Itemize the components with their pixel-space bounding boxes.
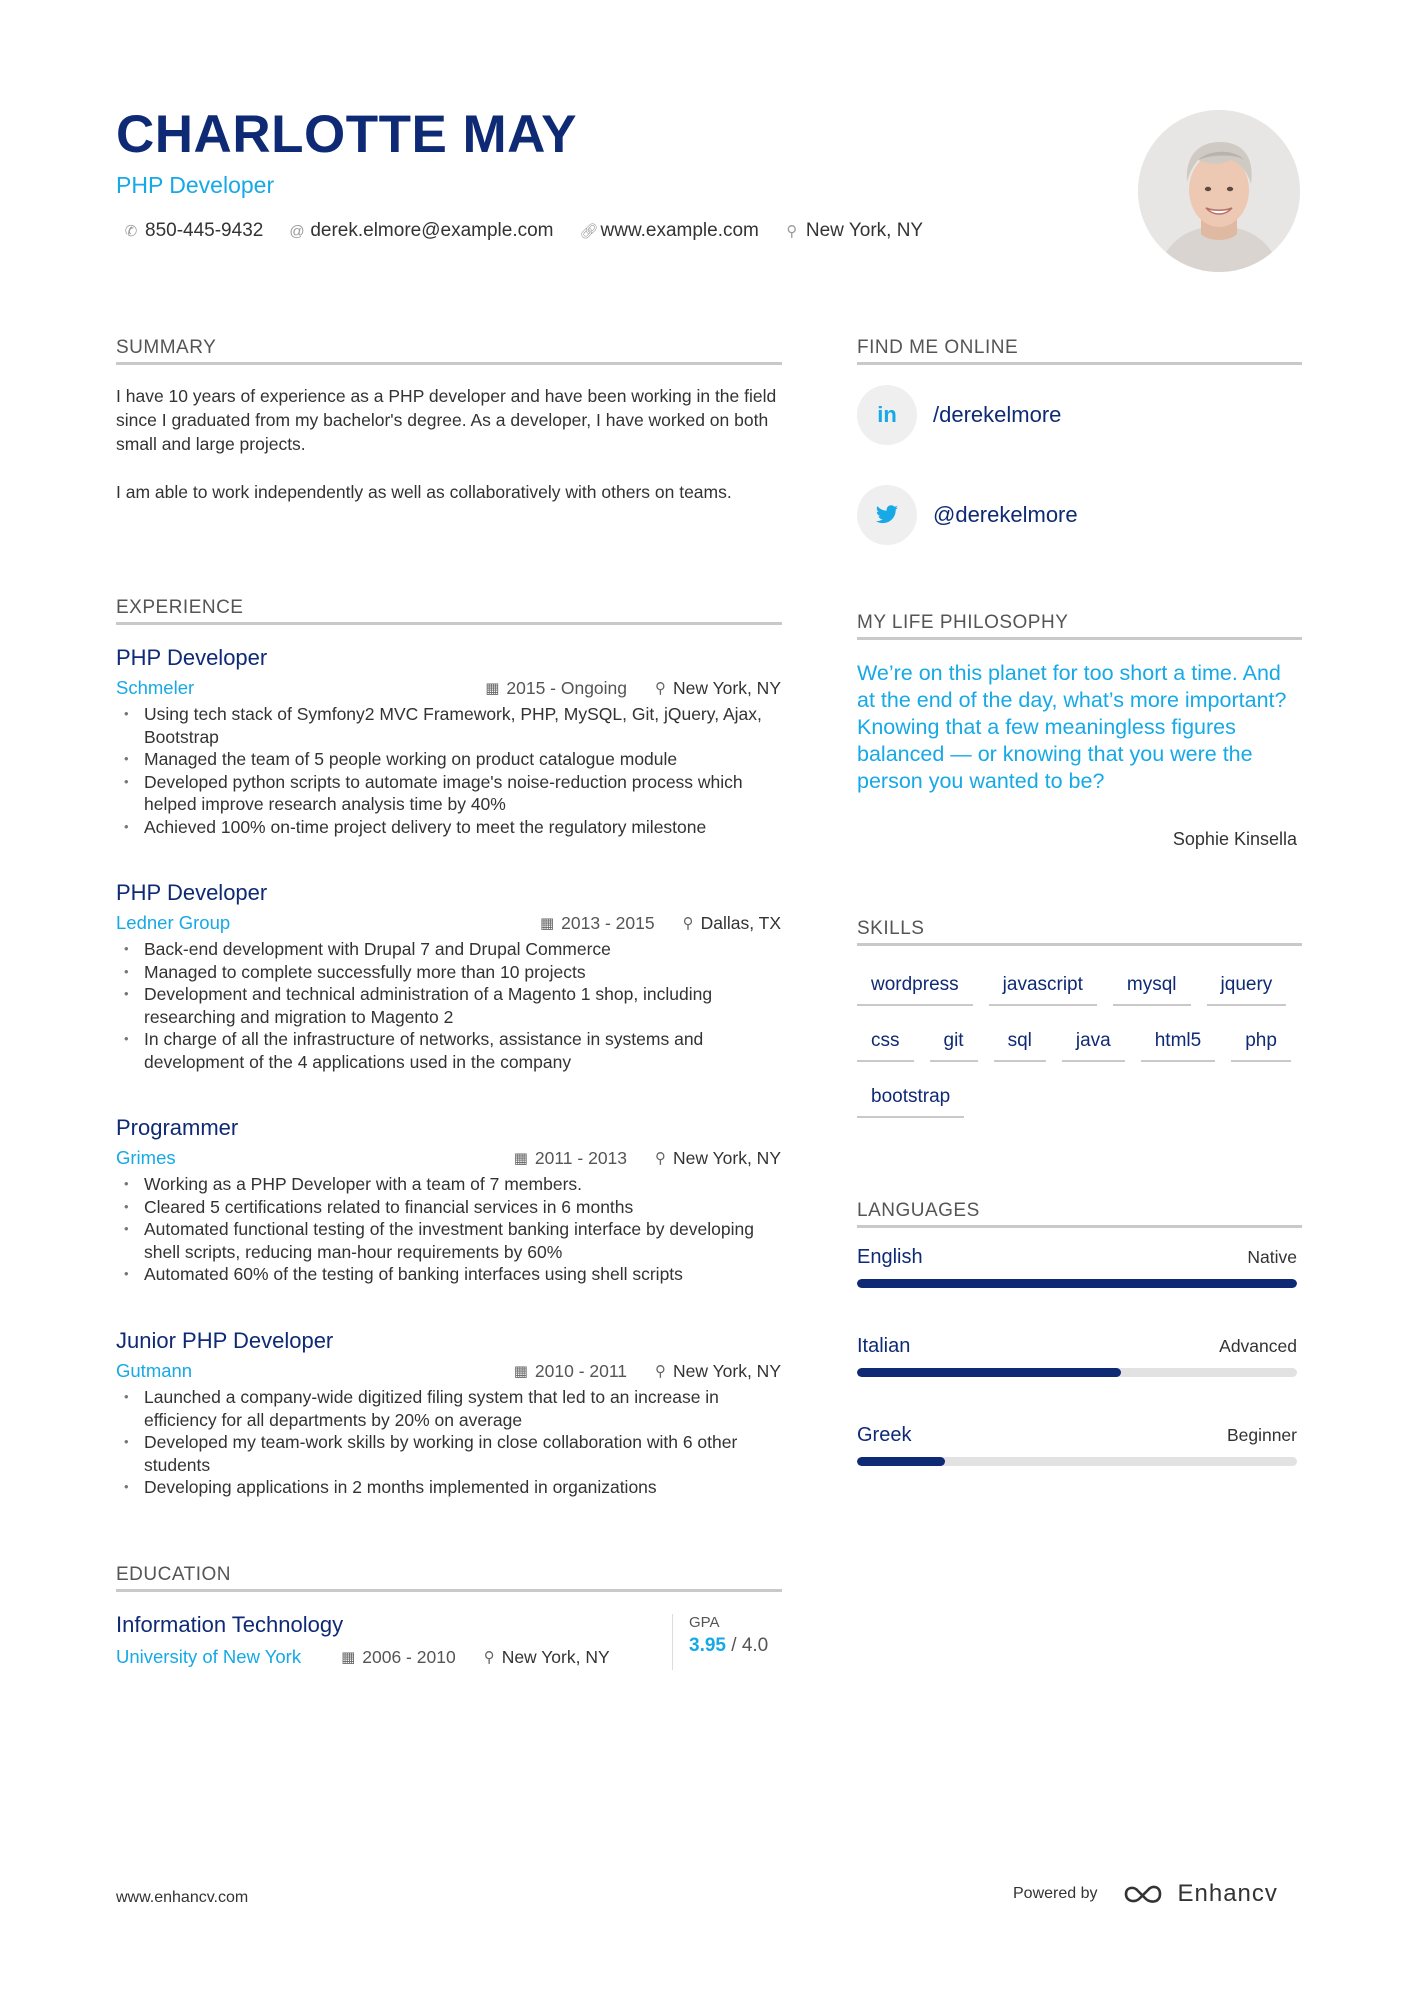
enhancv-logo-icon <box>1122 1882 1168 1906</box>
philosophy-quote: We’re on this planet for too short a time. And at the end of the day, what’s more important? Knowing that a few meaningless figures balanced — or knowing that you were the person you wanted to be? <box>857 661 1287 793</box>
email-text: derek.elmore@example.com <box>310 220 554 241</box>
education-heading: EDUCATION <box>116 1564 231 1585</box>
language-level: Beginner <box>1226 1425 1297 1445</box>
list-item: • Achieved 100% on-time project delivery to meet the regulatory milestone <box>116 816 781 839</box>
avatar <box>1138 110 1300 272</box>
quote-author: Sophie Kinsella <box>1172 829 1297 849</box>
language-proficiency-fill <box>857 1457 945 1466</box>
list-item: • Using tech stack of Symfony2 MVC Framework, PHP, MySQL, Git, jQuery, Ajax, Bootstrap <box>116 703 781 748</box>
location-text: New York, NY <box>805 220 924 241</box>
language-proficiency-bar <box>857 1279 1297 1288</box>
experience-entry <box>116 645 781 838</box>
job-title: PHP Developer <box>116 880 268 905</box>
phone-text: 850-445-9432 <box>145 220 264 241</box>
skill-tag: css <box>857 1026 914 1062</box>
list-item: • In charge of all the infrastructure of networks, assistance in systems and development of the 4 applications used in the company <box>116 1028 781 1073</box>
job-dates: 2010 - 2011 <box>534 1360 628 1381</box>
brand-logo[interactable] <box>1122 1880 1278 1908</box>
list-item: • Development and technical administration of a Magento 1 shop, including researching and migration to Magento 2 <box>116 983 781 1028</box>
experience-entry <box>116 880 781 1073</box>
language-entry <box>857 1246 1297 1288</box>
philosophy-heading: MY LIFE PHILOSOPHY <box>857 612 1069 633</box>
calendar-icon: ▦ <box>485 680 500 697</box>
summary-text <box>116 384 786 504</box>
list-item: • Cleared 5 certifications related to financial services in 6 months <box>116 1196 781 1219</box>
list-item: • Managed the team of 5 people working on product catalogue module <box>116 748 781 771</box>
company-name: Gutmann <box>116 1360 193 1381</box>
language-proficiency-bar <box>857 1368 1297 1377</box>
social-linkedin[interactable] <box>857 385 1061 445</box>
job-location: New York, NY <box>673 677 781 698</box>
language-name: English <box>857 1246 923 1268</box>
company-name: Schmeler <box>116 677 195 698</box>
languages-heading: LANGUAGES <box>857 1200 980 1221</box>
school-name: University of New York <box>116 1646 302 1667</box>
skill-tag: java <box>1062 1026 1125 1062</box>
website-text: www.example.com <box>600 220 759 241</box>
experience-entry <box>116 1115 781 1286</box>
summary-heading: SUMMARY <box>116 337 217 358</box>
linkedin-handle[interactable]: /derekelmore <box>933 402 1062 427</box>
calendar-icon: ▦ <box>341 1649 356 1666</box>
language-name: Greek <box>857 1424 912 1446</box>
job-bullets <box>116 938 781 1073</box>
list-item: • Automated 60% of the testing of banking interfaces using shell scripts <box>116 1263 781 1286</box>
language-proficiency-bar <box>857 1457 1297 1466</box>
location-pin-icon: ⚲ <box>655 1363 667 1380</box>
skills-heading: SKILLS <box>857 918 925 939</box>
calendar-icon: ▦ <box>539 915 555 932</box>
location-pin-icon: ⚲ <box>655 680 667 697</box>
contact-phone[interactable] <box>124 220 263 242</box>
find-me-heading: FIND ME ONLINE <box>857 337 1019 358</box>
footer-branding <box>1013 1880 1278 1908</box>
list-item: • Back-end development with Drupal 7 and Drupal Commerce <box>116 938 781 961</box>
summary-paragraph: I have 10 years of experience as a PHP developer and have been working in the field since I graduated from my bachelor's degree. As a developer, I have worked on both small and large projects. <box>116 386 777 454</box>
language-level: Native <box>1247 1247 1297 1267</box>
job-dates: 2015 - Ongoing <box>506 677 628 698</box>
company-name: Ledner Group <box>116 912 231 933</box>
skill-tag: jquery <box>1207 970 1287 1006</box>
job-title: PHP Developer <box>116 645 268 670</box>
language-level: Advanced <box>1219 1336 1297 1356</box>
skill-tag: sql <box>994 1026 1046 1062</box>
language-proficiency-fill <box>857 1279 1297 1288</box>
calendar-icon: ▦ <box>513 1363 528 1380</box>
gpa-value: 3.95 <box>689 1635 726 1656</box>
skills-list <box>857 970 1302 1118</box>
skill-tag: wordpress <box>857 970 973 1006</box>
summary-divider <box>116 362 782 365</box>
job-dates: 2013 - 2015 <box>561 912 655 933</box>
experience-entry <box>116 1328 781 1499</box>
powered-by-label: Powered by <box>1013 1885 1098 1902</box>
twitter-handle[interactable]: @derekelmore <box>933 502 1078 527</box>
list-item: • Launched a company-wide digitized filing system that led to an increase in efficiency for all departments by 20% on average <box>116 1386 781 1431</box>
job-bullets <box>116 1173 781 1286</box>
education-entry <box>116 1612 781 1668</box>
company-name: Grimes <box>116 1147 176 1168</box>
job-dates: 2011 - 2013 <box>534 1147 628 1168</box>
job-location: Dallas, TX <box>700 912 781 933</box>
education-location: New York, NY <box>501 1646 610 1667</box>
language-entry <box>857 1335 1297 1377</box>
job-location: New York, NY <box>673 1147 781 1168</box>
contact-location <box>785 220 923 242</box>
job-title: Junior PHP Developer <box>116 1328 334 1353</box>
location-pin-icon: ⚲ <box>655 1150 667 1167</box>
degree-title: Information Technology <box>116 1612 344 1637</box>
at-icon: @ <box>289 222 305 240</box>
candidate-name: CHARLOTTE MAY <box>116 105 577 164</box>
list-item: • Managed to complete successfully more than 10 projects <box>116 961 781 984</box>
education-dates: 2006 - 2010 <box>362 1646 456 1667</box>
find-me-divider <box>857 362 1302 365</box>
languages-divider <box>857 1225 1302 1228</box>
skill-tag: mysql <box>1113 970 1191 1006</box>
job-bullets <box>116 1386 781 1499</box>
location-pin-icon: ⚲ <box>682 915 694 932</box>
job-location: New York, NY <box>673 1360 781 1381</box>
skill-tag: bootstrap <box>857 1082 964 1118</box>
philosophy-divider <box>857 637 1302 640</box>
list-item: • Developing applications in 2 months implemented in organizations <box>116 1476 781 1499</box>
brand-name: Enhancv <box>1177 1880 1278 1907</box>
language-name: Italian <box>857 1335 911 1357</box>
list-item: • Automated functional testing of the investment banking interface by developing shell scripts, reducing man-hour requirements by 60% <box>116 1218 781 1263</box>
link-icon: 🔗︎ <box>579 223 599 240</box>
twitter-icon <box>857 485 917 545</box>
language-entry <box>857 1424 1297 1466</box>
language-proficiency-fill <box>857 1368 1121 1377</box>
skill-tag: php <box>1231 1026 1291 1062</box>
skill-tag: javascript <box>989 970 1097 1006</box>
footer-site-link[interactable]: www.enhancv.com <box>116 1889 249 1906</box>
list-item: • Developed python scripts to automate image's noise-reduction process which helped improve research analysis time by 40% <box>116 771 781 816</box>
calendar-icon: ▦ <box>513 1150 528 1167</box>
list-item: • Developed my team-work skills by working in close collaboration with 6 other students <box>116 1431 781 1476</box>
education-divider <box>116 1589 782 1592</box>
gpa-block <box>672 1614 768 1670</box>
list-item: • Working as a PHP Developer with a team of 7 members. <box>116 1173 781 1196</box>
location-pin-icon: ⚲ <box>786 223 798 240</box>
location-pin-icon: ⚲ <box>483 1649 495 1666</box>
linkedin-icon: in <box>857 385 917 445</box>
phone-icon: ✆ <box>124 223 138 240</box>
contact-email[interactable] <box>289 220 553 242</box>
skill-tag: git <box>930 1026 978 1062</box>
job-bullets <box>116 703 781 838</box>
social-twitter[interactable] <box>857 485 1078 545</box>
job-title: Programmer <box>116 1115 239 1140</box>
summary-paragraph: I am able to work independently as well as collaboratively with others on teams. <box>116 482 732 502</box>
contact-website[interactable] <box>580 220 759 242</box>
candidate-role: PHP Developer <box>116 172 275 198</box>
experience-divider <box>116 622 782 625</box>
experience-heading: EXPERIENCE <box>116 597 244 618</box>
gpa-max: / 4.0 <box>725 1635 769 1656</box>
skills-divider <box>857 943 1302 946</box>
contact-bar <box>124 220 923 242</box>
gpa-label: GPA <box>689 1614 720 1631</box>
skill-tag: html5 <box>1141 1026 1215 1062</box>
